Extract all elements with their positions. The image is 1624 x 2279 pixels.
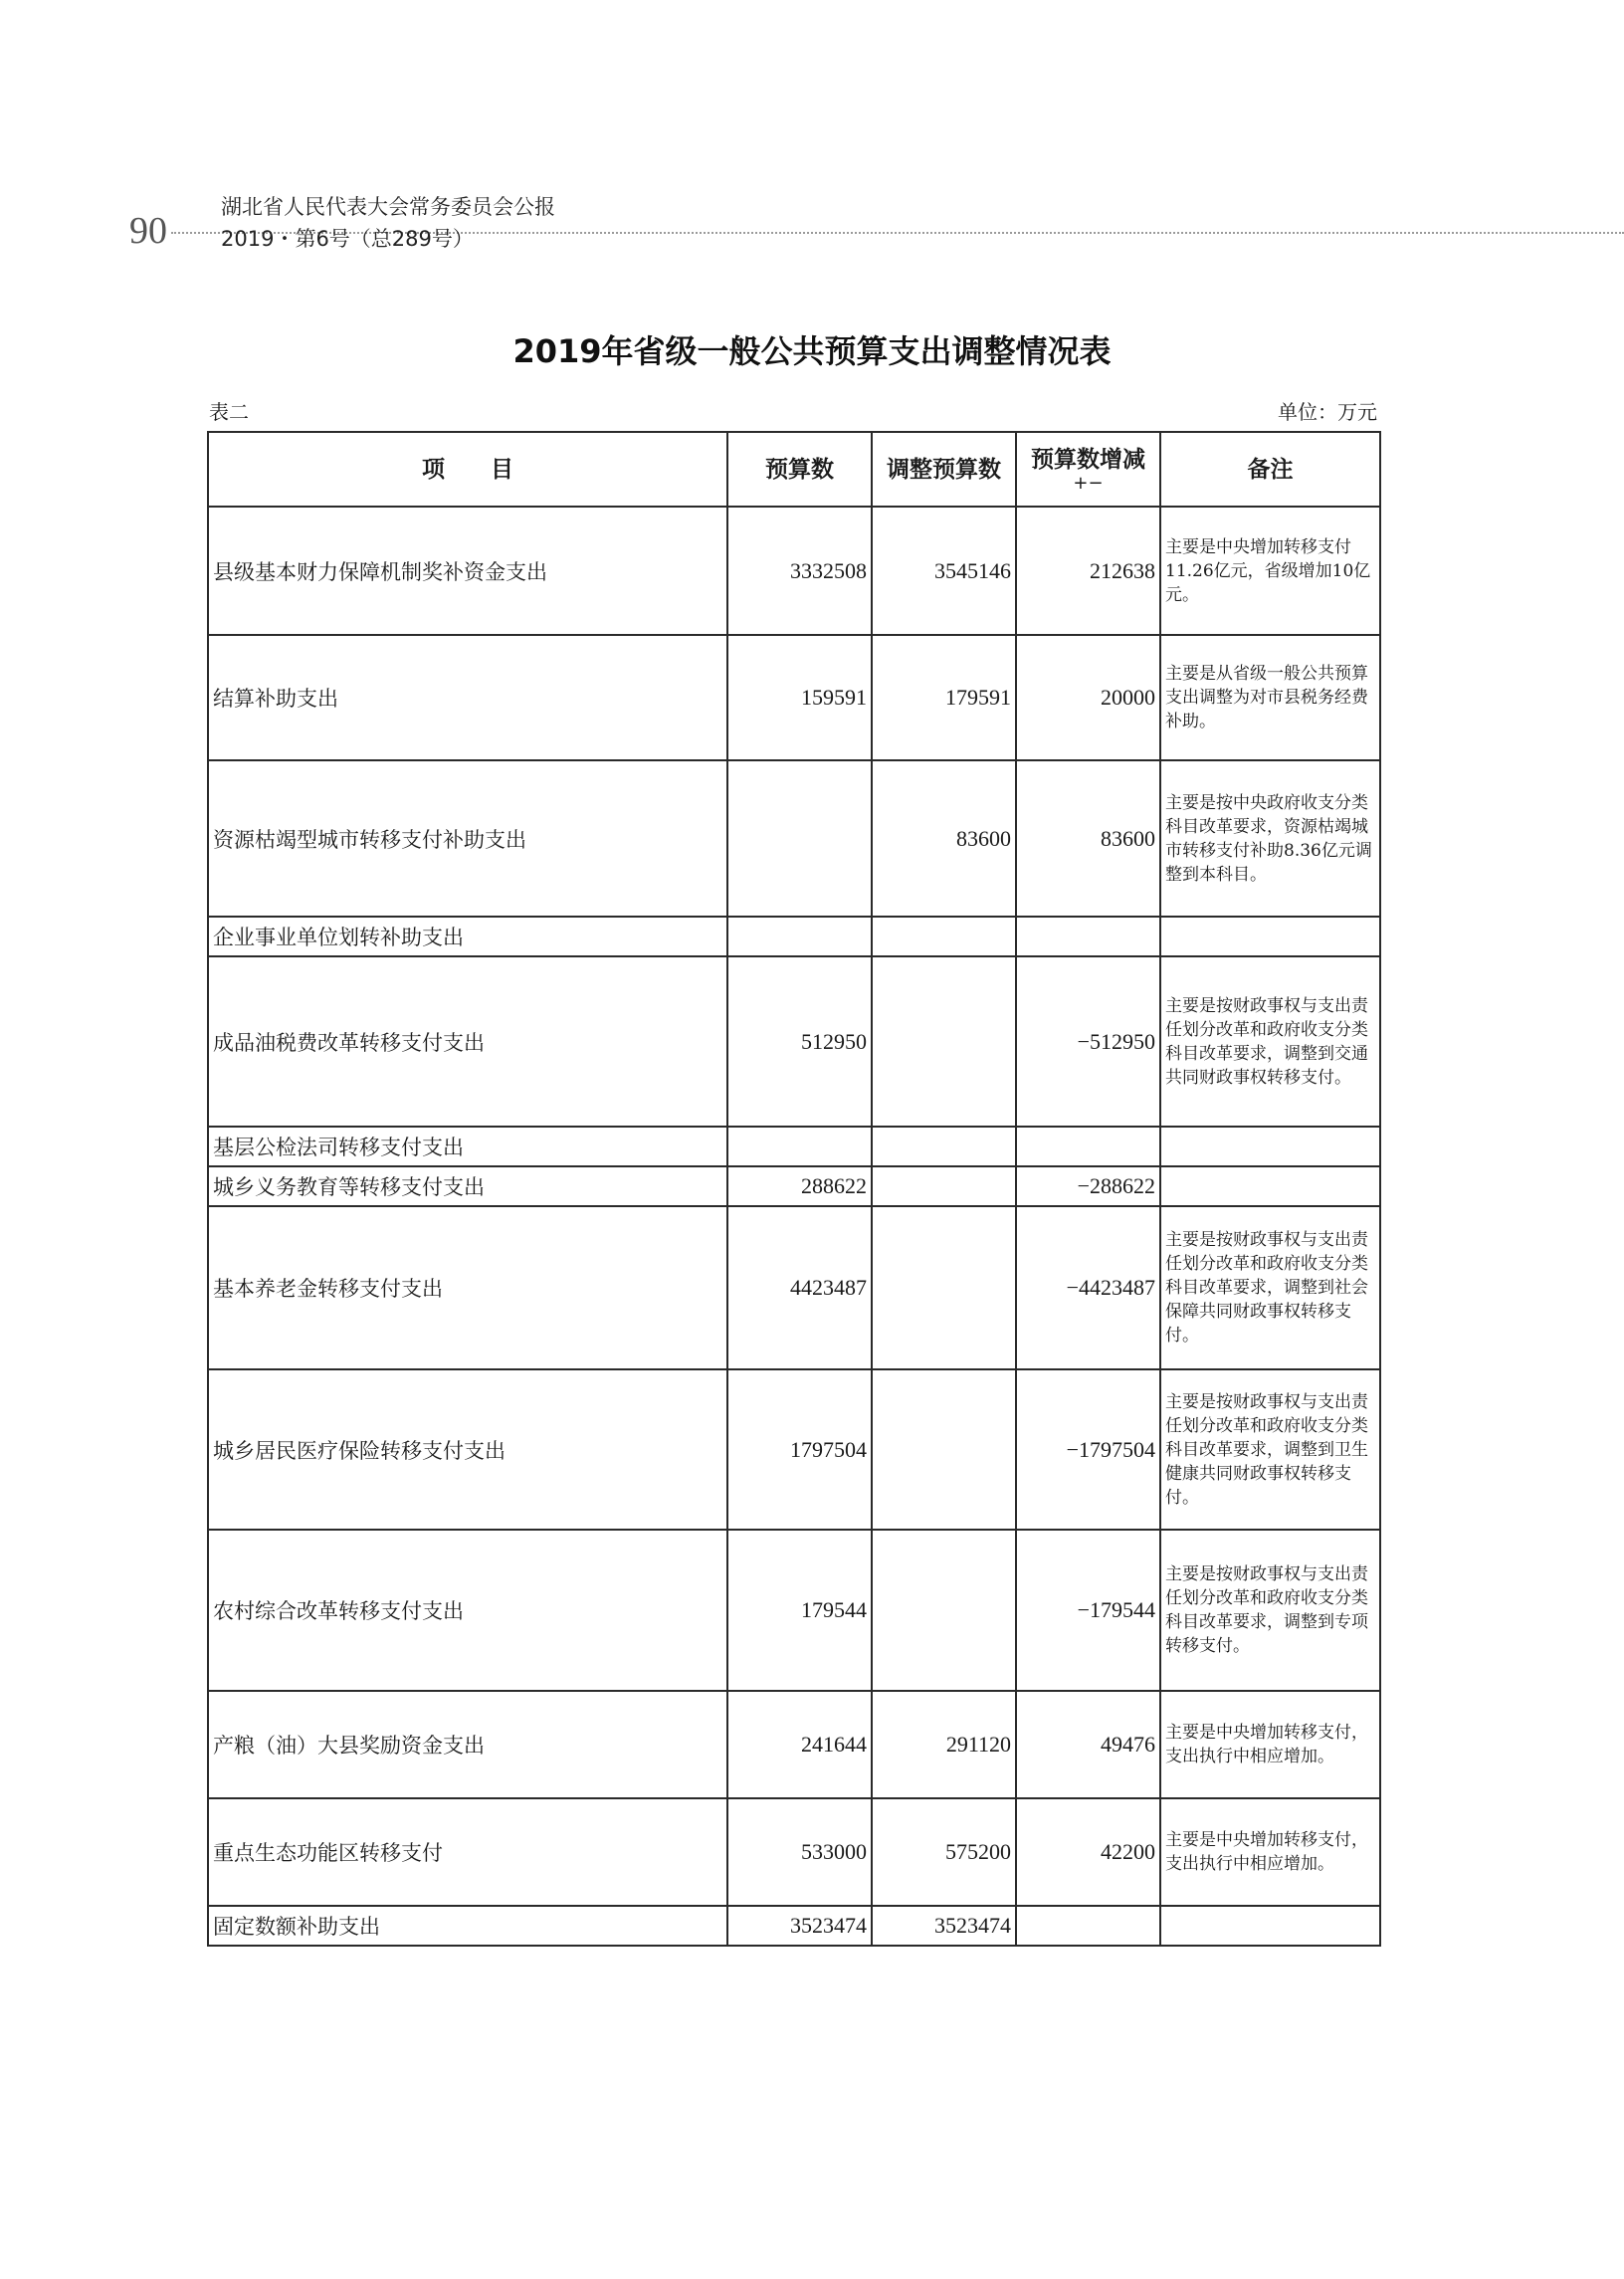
- row-change: [1016, 1906, 1160, 1946]
- unit-label: 单位：万元: [1278, 400, 1377, 424]
- header-note: 备注: [1160, 432, 1380, 507]
- table-row: [208, 1166, 1380, 1206]
- row-adjusted: [872, 1369, 1016, 1530]
- row-budget: 159591: [727, 635, 872, 760]
- row-adjusted: [872, 917, 1016, 956]
- row-adjusted: 575200: [872, 1798, 1016, 1906]
- page-header: [0, 0, 1624, 259]
- row-adjusted: 179591: [872, 635, 1016, 760]
- row-note: [1160, 1127, 1380, 1166]
- row-item: 资源枯竭型城市转移支付补助支出: [208, 760, 727, 917]
- row-item: 固定数额补助支出: [208, 1906, 727, 1946]
- row-change: −4423487: [1016, 1206, 1160, 1369]
- row-note: [1160, 1906, 1380, 1946]
- row-note: 主要是中央增加转移支付，支出执行中相应增加。: [1160, 1691, 1380, 1798]
- row-change: −1797504: [1016, 1369, 1160, 1530]
- publication-name: 湖北省人民代表大会常务委员会公报: [221, 195, 555, 219]
- row-item: 基本养老金转移支付支出: [208, 1206, 727, 1369]
- row-change: [1016, 1127, 1160, 1166]
- row-budget: 288622: [727, 1166, 872, 1206]
- table-number: 表二: [209, 400, 249, 424]
- row-note: 主要是中央增加转移支付，支出执行中相应增加。: [1160, 1798, 1380, 1906]
- row-budget: 3523474: [727, 1906, 872, 1946]
- row-change: 212638: [1016, 507, 1160, 635]
- row-change: 20000: [1016, 635, 1160, 760]
- header-adjusted: 调整预算数: [872, 432, 1016, 507]
- row-note: 主要是按财政事权与支出责任划分改革和政府收支分类科目改革要求，调整到交通共同财政事权转移支付。: [1160, 956, 1380, 1127]
- table-row: [208, 1206, 1380, 1369]
- row-change: 49476: [1016, 1691, 1160, 1798]
- row-budget: 533000: [727, 1798, 872, 1906]
- row-adjusted: 3545146: [872, 507, 1016, 635]
- row-budget: 1797504: [727, 1369, 872, 1530]
- row-note: 主要是中央增加转移支付11.26亿元，省级增加10亿元。: [1160, 507, 1380, 635]
- row-adjusted: 83600: [872, 760, 1016, 917]
- row-note: 主要是按财政事权与支出责任划分改革和政府收支分类科目改革要求，调整到卫生健康共同财政事权转移支付。: [1160, 1369, 1380, 1530]
- table-row: [208, 1530, 1380, 1691]
- row-adjusted: [872, 1127, 1016, 1166]
- row-change: −512950: [1016, 956, 1160, 1127]
- row-item: 城乡义务教育等转移支付支出: [208, 1166, 727, 1206]
- row-note: 主要是按财政事权与支出责任划分改革和政府收支分类科目改革要求，调整到社会保障共同财政事权转移支付。: [1160, 1206, 1380, 1369]
- row-budget: [727, 1127, 872, 1166]
- table-row: [208, 956, 1380, 1127]
- row-budget: [727, 917, 872, 956]
- row-item: 成品油税费改革转移支付支出: [208, 956, 727, 1127]
- row-note: [1160, 917, 1380, 956]
- row-change: −288622: [1016, 1166, 1160, 1206]
- row-item: 企业事业单位划转补助支出: [208, 917, 727, 956]
- header-change-sign: +−: [1073, 472, 1104, 494]
- row-budget: 4423487: [727, 1206, 872, 1369]
- table-row: [208, 917, 1380, 956]
- row-item: 城乡居民医疗保险转移支付支出: [208, 1369, 727, 1530]
- row-adjusted: [872, 1530, 1016, 1691]
- row-change: −179544: [1016, 1530, 1160, 1691]
- row-change: 42200: [1016, 1798, 1160, 1906]
- table-row: [208, 1369, 1380, 1530]
- row-note: [1160, 1166, 1380, 1206]
- table-row: [208, 760, 1380, 917]
- row-budget: 3332508: [727, 507, 872, 635]
- table-row: [208, 1127, 1380, 1166]
- row-budget: 241644: [727, 1691, 872, 1798]
- row-item: 农村综合改革转移支付支出: [208, 1530, 727, 1691]
- table-row: [208, 635, 1380, 760]
- table-header-row: [208, 432, 1380, 507]
- row-note: 主要是按中央政府收支分类科目改革要求，资源枯竭城市转移支付补助8.36亿元调整到本科目。: [1160, 760, 1380, 917]
- header-change-label: 预算数增减: [1031, 446, 1145, 473]
- row-change: 83600: [1016, 760, 1160, 917]
- budget-adjustment-table: [207, 431, 1381, 1947]
- table-row: [208, 1691, 1380, 1798]
- table-row: [208, 507, 1380, 635]
- row-item: 县级基本财力保障机制奖补资金支出: [208, 507, 727, 635]
- header-item: 项 目: [208, 432, 727, 507]
- row-item: 重点生态功能区转移支付: [208, 1798, 727, 1906]
- document-title: 2019年省级一般公共预算支出调整情况表: [512, 332, 1112, 370]
- row-budget: 179544: [727, 1530, 872, 1691]
- row-adjusted: 291120: [872, 1691, 1016, 1798]
- header-change: [1016, 432, 1160, 507]
- row-item: 产粮（油）大县奖励资金支出: [208, 1691, 727, 1798]
- issue-number: 2019・第6号（总289号）: [221, 227, 474, 251]
- row-change: [1016, 917, 1160, 956]
- row-budget: [727, 760, 872, 917]
- table-row: [208, 1798, 1380, 1906]
- table-row: [208, 1906, 1380, 1946]
- page-number: 90: [129, 210, 167, 252]
- header-budget: 预算数: [727, 432, 872, 507]
- row-budget: 512950: [727, 956, 872, 1127]
- row-note: 主要是按财政事权与支出责任划分改革和政府收支分类科目改革要求，调整到专项转移支付。: [1160, 1530, 1380, 1691]
- row-item: 基层公检法司转移支付支出: [208, 1127, 727, 1166]
- row-adjusted: [872, 1206, 1016, 1369]
- row-adjusted: [872, 1166, 1016, 1206]
- row-adjusted: 3523474: [872, 1906, 1016, 1946]
- row-note: 主要是从省级一般公共预算支出调整为对市县税务经费补助。: [1160, 635, 1380, 760]
- row-adjusted: [872, 956, 1016, 1127]
- row-item: 结算补助支出: [208, 635, 727, 760]
